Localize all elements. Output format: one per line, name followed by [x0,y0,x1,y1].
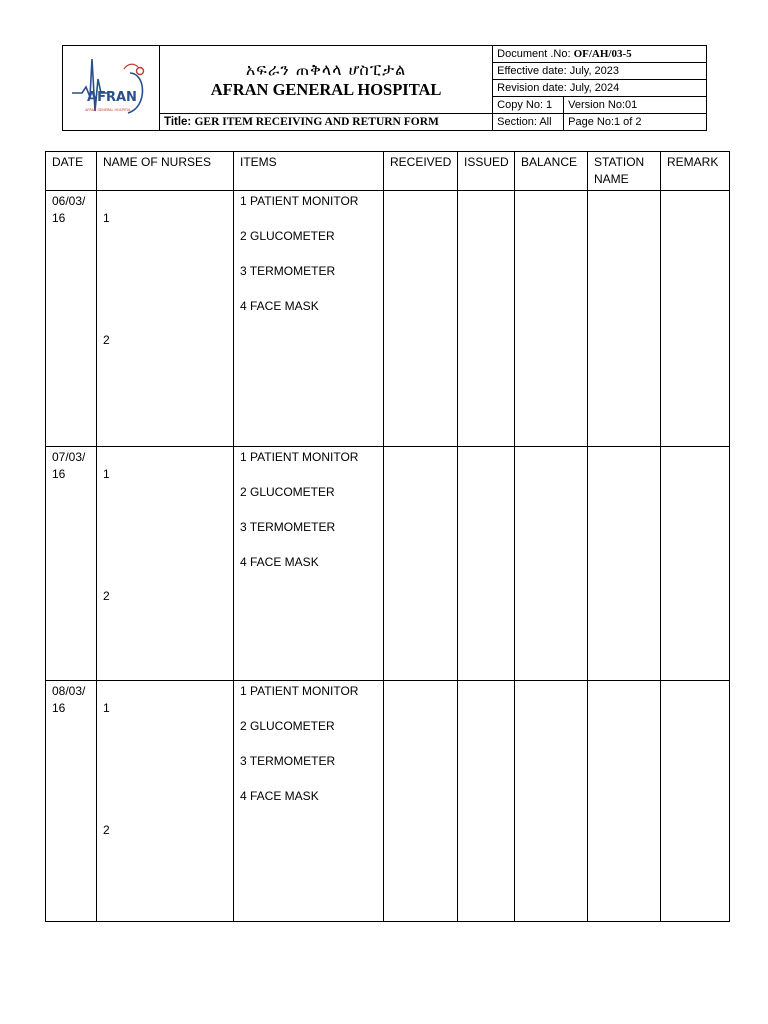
item-entry: 1 PATIENT MONITOR [240,684,359,698]
nurses-cell[interactable] [97,681,234,922]
column-header-balance: BALANCE [515,152,588,191]
issued-cell[interactable] [458,191,515,447]
issued-cell[interactable] [458,447,515,681]
nurse-entry: 2 [103,333,110,347]
station-name-cell[interactable] [588,447,661,681]
document-number-label: Document .No: [497,48,571,60]
item-entry: 3 TERMOMETER [240,754,336,768]
form-title [160,114,493,131]
hospital-logo [63,46,160,131]
table-row [46,191,730,447]
items-cell [234,447,384,681]
item-entry: 1 PATIENT MONITOR [240,194,359,208]
item-entry: 2 GLUCOMETER [240,719,335,733]
received-cell[interactable] [384,681,458,922]
date-cell[interactable]: 07/03/16 [46,447,97,681]
nurse-entry: 1 [103,467,110,481]
issued-cell[interactable] [458,681,515,922]
logo-wordmark: AFRAN [87,89,137,105]
items-cell [234,681,384,922]
copy-number: Copy No: 1 [493,97,564,114]
nurse-entry: 1 [103,211,110,225]
column-header-received: RECEIVED [384,152,458,191]
column-header-station-name: STATION NAME [588,152,661,191]
column-header-items: ITEMS [234,152,384,191]
item-entry: 2 GLUCOMETER [240,229,335,243]
column-header-nurses: NAME OF NURSES [97,152,234,191]
page-number: Page No:1 of 2 [564,114,707,131]
table-row [46,447,730,681]
date-cell[interactable]: 08/03/16 [46,681,97,922]
column-header-date: DATE [46,152,97,191]
hospital-name-block [160,46,493,114]
item-receiving-table [45,151,730,922]
remark-cell[interactable] [661,681,730,922]
column-header-remark: REMARK [661,152,730,191]
logo-subtext: AFRAN GENERAL HOSPITAL [85,107,131,112]
balance-cell[interactable] [515,191,588,447]
column-header-issued: ISSUED [458,152,515,191]
document-number [493,46,707,63]
table-header-row [46,152,730,191]
balance-cell[interactable] [515,447,588,681]
received-cell[interactable] [384,191,458,447]
item-entry: 4 FACE MASK [240,299,319,313]
item-entry: 4 FACE MASK [240,555,319,569]
nurse-entry: 2 [103,589,110,603]
item-entry: 3 TERMOMETER [240,520,336,534]
nurses-cell[interactable] [97,447,234,681]
remark-cell[interactable] [661,447,730,681]
document-number-value: OF/AH/03-5 [573,48,632,60]
nurse-entry: 2 [103,823,110,837]
item-entry: 3 TERMOMETER [240,264,336,278]
balance-cell[interactable] [515,681,588,922]
version-number: Version No:01 [564,97,707,114]
revision-date: Revision date: July, 2024 [493,80,707,97]
item-entry: 2 GLUCOMETER [240,485,335,499]
afran-logo-icon [68,49,154,123]
form-title-value: GER ITEM RECEIVING AND RETURN FORM [194,116,439,128]
received-cell[interactable] [384,447,458,681]
hospital-name-amharic: አፍራን ጠቅላላ ሆስፒታል [245,59,407,79]
nurses-cell[interactable] [97,191,234,447]
remark-cell[interactable] [661,191,730,447]
item-entry: 1 PATIENT MONITOR [240,450,359,464]
form-title-label: Title: [164,116,192,128]
nurse-entry: 1 [103,701,110,715]
document-header [62,45,707,131]
item-entry: 4 FACE MASK [240,789,319,803]
table-row [46,681,730,922]
station-name-cell[interactable] [588,191,661,447]
station-name-cell[interactable] [588,681,661,922]
date-cell[interactable]: 06/03/16 [46,191,97,447]
items-cell [234,191,384,447]
hospital-name-english: AFRAN GENERAL HOSPITAL [210,79,442,99]
section: Section: All [493,114,564,131]
effective-date: Effective date: July, 2023 [493,63,707,80]
